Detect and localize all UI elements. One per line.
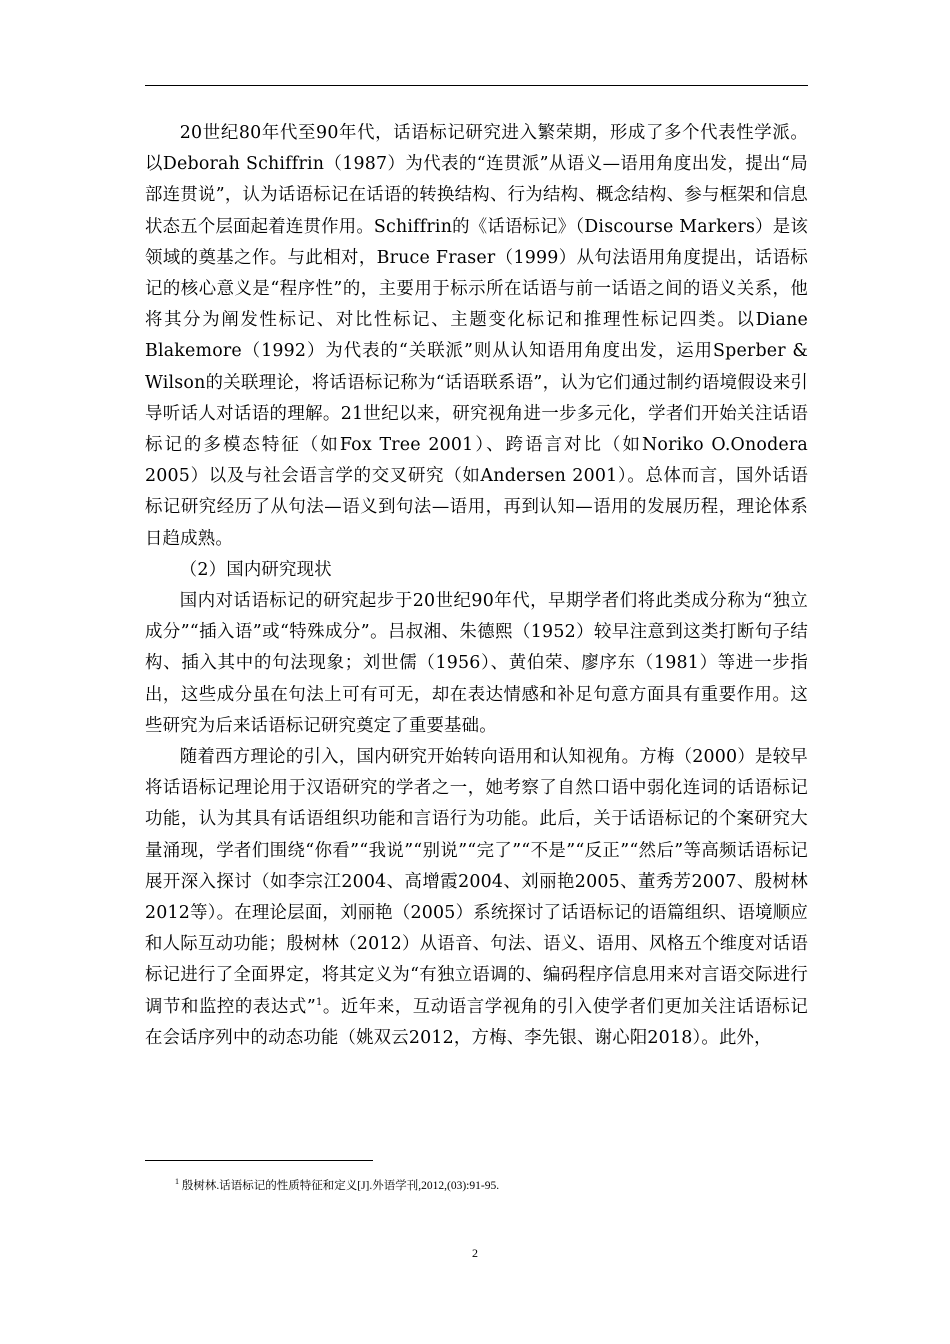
paragraph-domestic-later-text: 随着西方理论的引入，国内研究开始转向语用和认知视角。方梅（2000）是较早将话语标记理论用于汉语研究的学者之一，她考察了自然口语中弱化连词的话语标记功能，认为其具有话语组织功能和言语行为功能。此后，关于话语标记的个案研究大量涌现，学者们围绕“你看”“我说”“别说”“完了”“不是”“反正”“然后”等高频话语标记展开深入探讨（如李宗江2004、高增霞2004、刘丽艳2005、董秀芳2007、殷树林2012等）。在理论层面，刘丽艳（2005）系统探讨了话语标记的语篇组织、语境顺应和人际互动功能；殷树林（2012）从语音、句法、语义、语用、风格五个维度对话语标记进行了全面界定，将其定义为“有独立语调的、编码程序信息用来对言语交际进行调节和监控的表达式”	[145, 747, 808, 1017]
paragraph-domestic-later-tail: 。近年来，互动语言学视角的引入使学者们更加关注话语标记在会话序列中的动态功能（姚双云2012，方梅、李先银、谢心阳2018）。此外，	[145, 996, 808, 1048]
paragraph-domestic-early: 国内对话语标记的研究起步于20世纪90年代，早期学者们将此类成分称为“独立成分”“插入语”或“特殊成分”。吕叔湘、朱德熙（1952）较早注意到这类打断句子结构、插入其中的句法现象；刘世儒（1956）、黄伯荣、廖序东（1981）等进一步指出，这些成分虽在句法上可有可无，却在表达情感和补足句意方面具有重要作用。这些研究为后来话语标记研究奠定了重要基础。	[145, 591, 808, 736]
body-text	[145, 118, 808, 1054]
paragraph-foreign-research: 20世纪80年代至90年代，话语标记研究进入繁荣期，形成了多个代表性学派。以Deborah Schiffrin（1987）为代表的“连贯派”从语义—语用角度出发，提出“局部连贯说”，认为话语标记在话语的转换结构、行为结构、概念结构、参与框架和信息状态五个层面起着连贯作用。Schiffrin的《话语标记》（Discourse Markers）是该领域的奠基之作。与此相对，Bruce Fraser（1999）从句法语用角度提出，话语标记的核心意义是“程序性”的，主要用于标示所在话语与前一话语之间的语义关系，他将其分为阐发性标记、对比性标记、主题变化标记和推理性标记四类。以Diane Blakemore（1992）为代表的“关联派”则从认知语用角度出发，运用Sperber & Wilson的关联理论，将话语标记称为“话语联系语”，认为它们通过制约语境假设来引导听话人对话语的理解。21世纪以来，研究视角进一步多元化，学者们开始关注话语标记的多模态特征（如Fox Tree 2001）、跨语言对比（如Noriko O.Onodera 2005）以及与社会语言学的交叉研究（如Andersen 2001）。总体而言，国外话语标记研究经历了从句法—语义到句法—语用，再到认知—语用的发展历程，理论体系日趋成熟。	[145, 123, 808, 549]
paragraph-domestic-later	[145, 742, 808, 1054]
header-rule	[145, 85, 808, 86]
footnote-reference[interactable]: 1	[315, 996, 323, 1008]
section-heading-domestic: （2）国内研究现状	[179, 559, 332, 580]
footnote	[175, 1177, 499, 1193]
page-number: 2	[472, 1246, 478, 1260]
footnote-marker: 1	[175, 1177, 179, 1187]
footnote-rule	[145, 1160, 373, 1161]
footnote-text: 殷树林.话语标记的性质特征和定义[J].外语学刊,2012,(03):91-95.	[181, 1180, 500, 1192]
